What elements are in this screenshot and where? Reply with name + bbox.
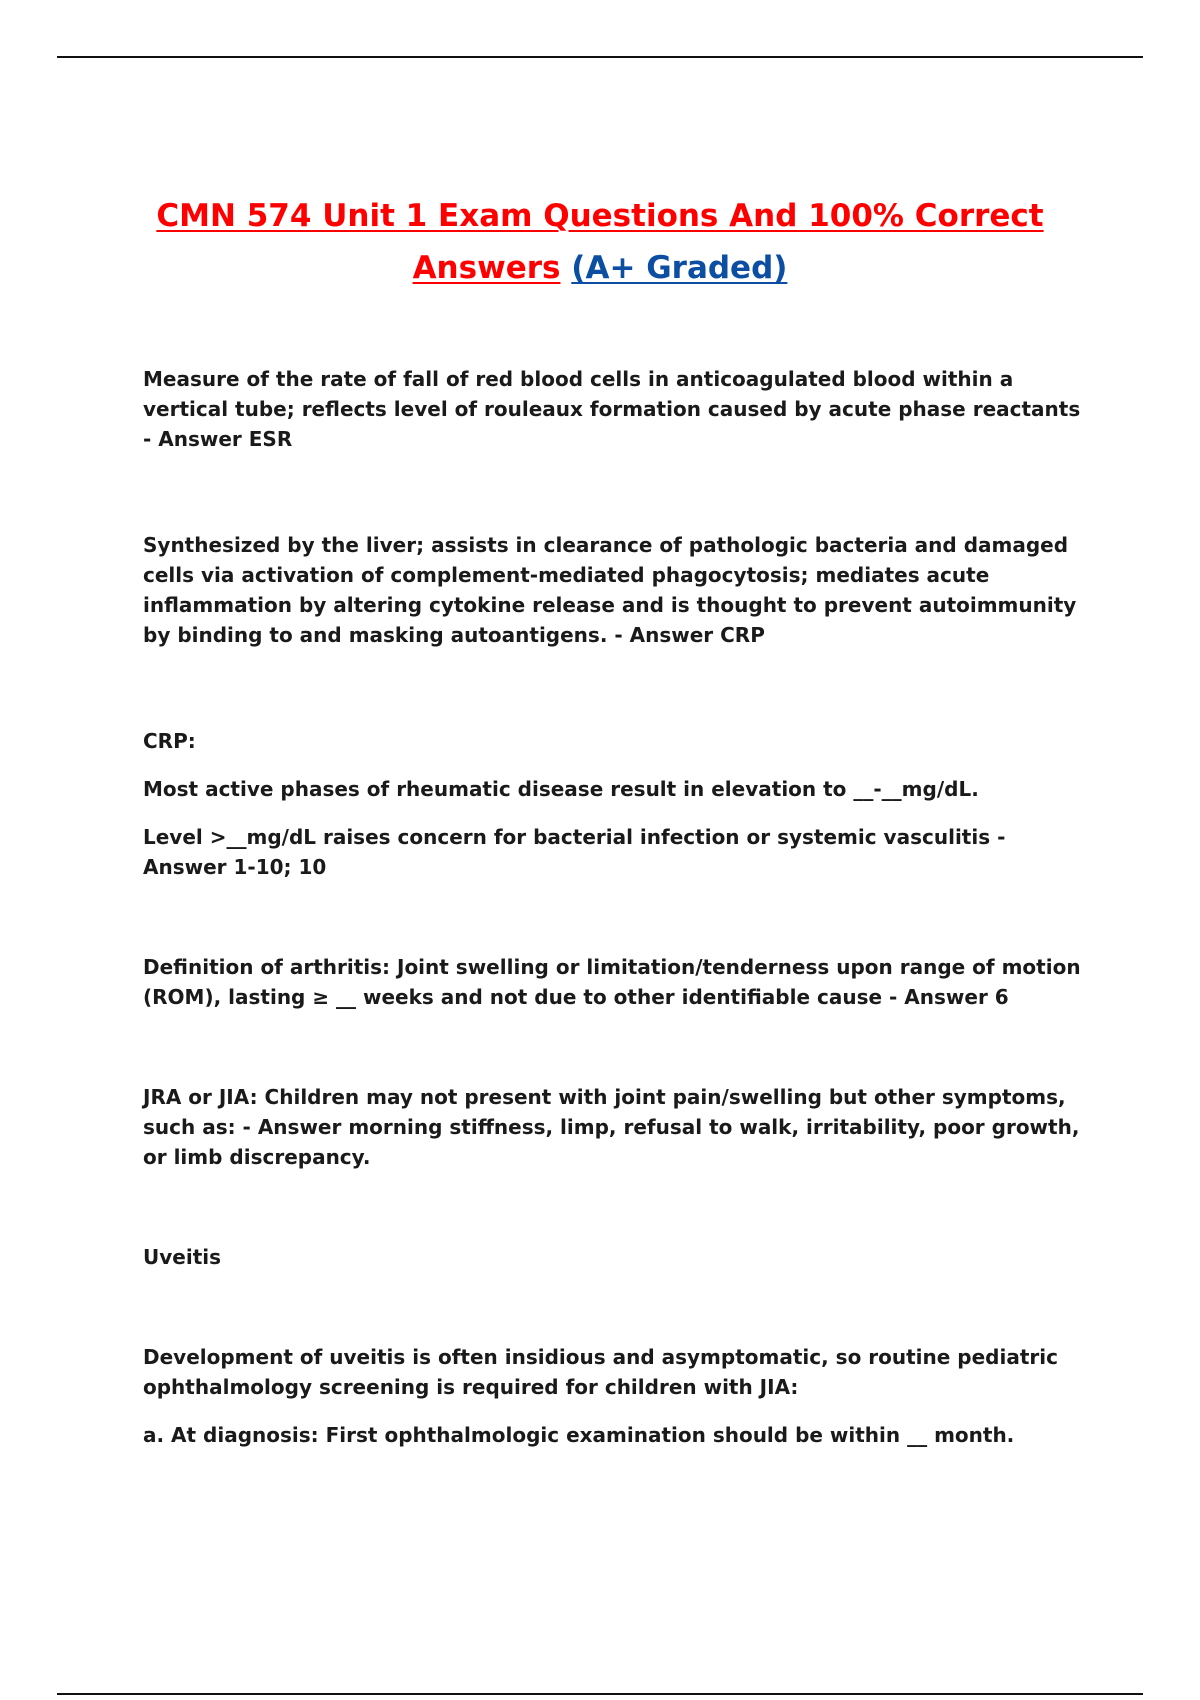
paragraph-uveitis-heading: Uveitis bbox=[143, 1245, 222, 1269]
paragraph-uveitis-diagnosis: a. At diagnosis: First ophthalmologic examination should be within __ month. bbox=[143, 1423, 1015, 1447]
paragraph-esr: Measure of the rate of fall of red blood cells in anticoagulated blood within a vertical tube; reflects level of rouleaux formation caused by acute phase reactants - Answer ESR bbox=[143, 367, 1081, 451]
paragraph-uveitis: Development of uveitis is often insidious and asymptomatic, so routine pediatric ophthalmology screening is required for children with JIA: bbox=[143, 1345, 1058, 1399]
document-title bbox=[0, 190, 1200, 294]
document-body bbox=[143, 364, 1083, 1450]
title-grade: (A+ Graded) bbox=[571, 250, 788, 286]
paragraph-crp-heading: CRP: bbox=[143, 729, 196, 753]
paragraph-jia: JRA or JIA: Children may not present with joint pain/swelling but other symptoms, such as: - Answer morning stiffness, limp, refusal to walk, irritability, poor growth, or limb discrepancy. bbox=[143, 1085, 1080, 1169]
title-answers: Answers bbox=[412, 250, 561, 286]
paragraph-arthritis: Definition of arthritis: Joint swelling or limitation/tenderness upon range of motion (ROM), lasting ≥ __ weeks and not due to other identifiable cause - Answer 6 bbox=[143, 955, 1081, 1009]
paragraph-crp-level: Level >__mg/dL raises concern for bacterial infection or systemic vasculitis - Answer 1-10; 10 bbox=[143, 825, 1006, 879]
header-rule bbox=[57, 56, 1143, 58]
paragraph-crp-elevation: Most active phases of rheumatic disease result in elevation to __-__mg/dL. bbox=[143, 777, 979, 801]
footer-rule bbox=[57, 1693, 1143, 1695]
title-main: CMN 574 Unit 1 Exam Questions And 100% Correct bbox=[156, 198, 1044, 234]
paragraph-crp: Synthesized by the liver; assists in clearance of pathologic bacteria and damaged cells via activation of complement-mediated phagocytosis; mediates acute inflammation by altering cytokine release and is thought to prevent autoimmunity by binding to and masking autoantigens. - Answer CRP bbox=[143, 533, 1077, 647]
